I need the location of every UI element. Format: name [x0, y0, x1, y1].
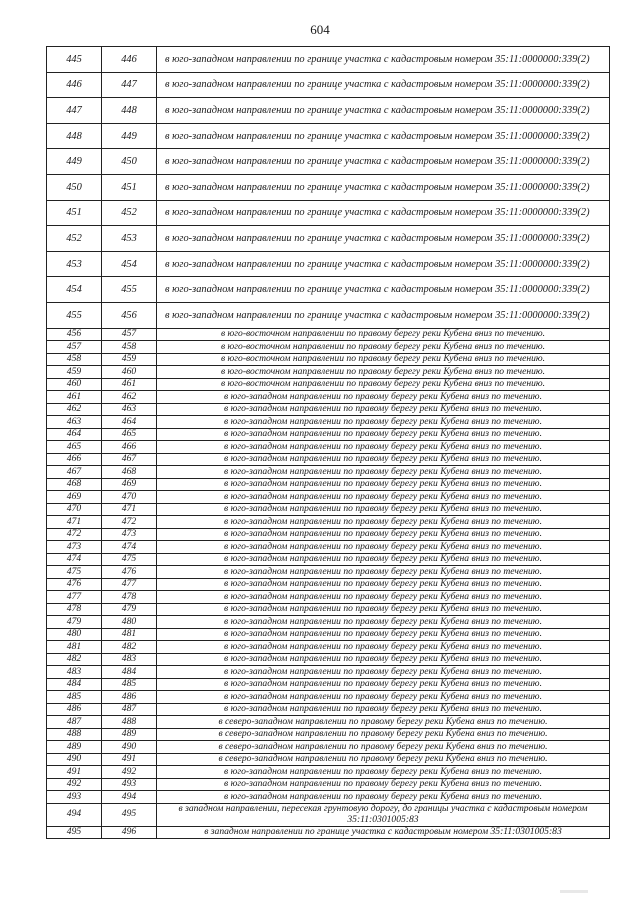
table-row [47, 149, 610, 175]
table-row [47, 226, 610, 252]
point-to-cell: 459 [102, 353, 157, 366]
point-to-cell: 473 [102, 528, 157, 541]
point-to-cell: 456 [102, 302, 157, 328]
point-from-cell: 472 [47, 528, 102, 541]
boundary-description-cell: в юго-западном направлении по правому берегу реки Кубена вниз по течению. [157, 491, 610, 504]
point-from-cell: 482 [47, 653, 102, 666]
table-row [47, 341, 610, 354]
point-from-cell: 445 [47, 47, 102, 73]
boundary-description-cell: в северо-западном направлении по правому берегу реки Кубена вниз по течению. [157, 716, 610, 729]
point-to-cell: 452 [102, 200, 157, 226]
boundary-description-cell: в юго-западном направлении по правому берегу реки Кубена вниз по течению. [157, 666, 610, 679]
point-from-cell: 464 [47, 428, 102, 441]
table-row [47, 277, 610, 303]
table-row [47, 541, 610, 554]
point-to-cell: 450 [102, 149, 157, 175]
point-to-cell: 455 [102, 277, 157, 303]
boundary-description-cell: в юго-западном направлении по границе участка с кадастровым номером 35:11:0000000:339(2) [157, 251, 610, 277]
point-from-cell: 479 [47, 616, 102, 629]
table-row [47, 98, 610, 124]
table-row [47, 641, 610, 654]
point-to-cell: 492 [102, 766, 157, 779]
point-from-cell: 467 [47, 466, 102, 479]
point-from-cell: 450 [47, 174, 102, 200]
boundary-description-cell: в юго-западном направлении по границе участка с кадастровым номером 35:11:0000000:339(2) [157, 302, 610, 328]
point-to-cell: 472 [102, 516, 157, 529]
point-to-cell: 491 [102, 753, 157, 766]
table-row [47, 391, 610, 404]
point-from-cell: 490 [47, 753, 102, 766]
point-from-cell: 458 [47, 353, 102, 366]
boundary-description-cell: в юго-западном направлении по границе участка с кадастровым номером 35:11:0000000:339(2) [157, 72, 610, 98]
point-to-cell: 466 [102, 441, 157, 454]
point-to-cell: 463 [102, 403, 157, 416]
table-row [47, 778, 610, 791]
table-row [47, 616, 610, 629]
table-row [47, 528, 610, 541]
table-row [47, 491, 610, 504]
point-to-cell: 483 [102, 653, 157, 666]
point-from-cell: 474 [47, 553, 102, 566]
table-row [47, 366, 610, 379]
table-row [47, 416, 610, 429]
boundary-description-cell: в юго-западном направлении по правому берегу реки Кубена вниз по течению. [157, 466, 610, 479]
boundary-description-cell: в юго-западном направлении по правому берегу реки Кубена вниз по течению. [157, 453, 610, 466]
boundary-description-cell: в юго-западном направлении по границе участка с кадастровым номером 35:11:0000000:339(2) [157, 149, 610, 175]
boundary-description-cell: в юго-западном направлении по правому берегу реки Кубена вниз по течению. [157, 578, 610, 591]
table-row [47, 753, 610, 766]
table-row [47, 728, 610, 741]
point-to-cell: 481 [102, 628, 157, 641]
boundary-description-cell: в юго-восточном направлении по правому берегу реки Кубена вниз по течению. [157, 353, 610, 366]
point-from-cell: 478 [47, 603, 102, 616]
boundary-description-cell: в северо-западном направлении по правому берегу реки Кубена вниз по течению. [157, 728, 610, 741]
table-row [47, 503, 610, 516]
boundary-description-cell: в юго-западном направлении по правому берегу реки Кубена вниз по течению. [157, 428, 610, 441]
boundary-description-cell: в северо-западном направлении по правому берегу реки Кубена вниз по течению. [157, 753, 610, 766]
point-to-cell: 480 [102, 616, 157, 629]
table-row [47, 766, 610, 779]
boundary-description-cell: в юго-западном направлении по правому берегу реки Кубена вниз по течению. [157, 516, 610, 529]
point-to-cell: 469 [102, 478, 157, 491]
table-row [47, 666, 610, 679]
point-from-cell: 481 [47, 641, 102, 654]
table-row [47, 403, 610, 416]
table-row [47, 678, 610, 691]
point-from-cell: 462 [47, 403, 102, 416]
boundary-description-cell: в юго-западном направлении по правому берегу реки Кубена вниз по течению. [157, 503, 610, 516]
point-from-cell: 480 [47, 628, 102, 641]
boundary-description-cell: в юго-западном направлении по правому берегу реки Кубена вниз по течению. [157, 391, 610, 404]
point-from-cell: 447 [47, 98, 102, 124]
point-from-cell: 449 [47, 149, 102, 175]
point-from-cell: 487 [47, 716, 102, 729]
boundary-description-cell: в юго-западном направлении по границе участка с кадастровым номером 35:11:0000000:339(2) [157, 277, 610, 303]
point-from-cell: 463 [47, 416, 102, 429]
point-from-cell: 489 [47, 741, 102, 754]
point-from-cell: 452 [47, 226, 102, 252]
boundary-description-cell: в юго-западном направлении по правому берегу реки Кубена вниз по течению. [157, 528, 610, 541]
scan-smudge [560, 890, 588, 893]
point-to-cell: 461 [102, 378, 157, 391]
boundary-description-cell: в юго-восточном направлении по правому берегу реки Кубена вниз по течению. [157, 378, 610, 391]
table-row [47, 174, 610, 200]
table-row [47, 72, 610, 98]
table-row [47, 578, 610, 591]
boundary-description-cell: в западном направлении, пересекая грунтовую дорогу, до границы участка с кадастровым номером 35:11:0301005:83 [157, 803, 610, 826]
point-from-cell: 492 [47, 778, 102, 791]
table-row [47, 603, 610, 616]
point-from-cell: 468 [47, 478, 102, 491]
table-row [47, 716, 610, 729]
point-to-cell: 471 [102, 503, 157, 516]
boundary-description-cell: в юго-западном направлении по правому берегу реки Кубена вниз по течению. [157, 653, 610, 666]
point-to-cell: 468 [102, 466, 157, 479]
point-to-cell: 485 [102, 678, 157, 691]
table-row [47, 441, 610, 454]
point-to-cell: 487 [102, 703, 157, 716]
point-to-cell: 493 [102, 778, 157, 791]
point-to-cell: 479 [102, 603, 157, 616]
point-from-cell: 484 [47, 678, 102, 691]
boundary-description-cell: в юго-западном направлении по правому берегу реки Кубена вниз по течению. [157, 678, 610, 691]
point-to-cell: 448 [102, 98, 157, 124]
point-from-cell: 456 [47, 328, 102, 341]
table-row [47, 466, 610, 479]
point-from-cell: 494 [47, 803, 102, 826]
point-from-cell: 465 [47, 441, 102, 454]
table-row [47, 378, 610, 391]
point-to-cell: 477 [102, 578, 157, 591]
point-to-cell: 457 [102, 328, 157, 341]
boundary-description-cell: в юго-западном направлении по границе участка с кадастровым номером 35:11:0000000:339(2) [157, 200, 610, 226]
point-to-cell: 478 [102, 591, 157, 604]
boundary-description-cell: в юго-западном направлении по правому берегу реки Кубена вниз по течению. [157, 478, 610, 491]
boundary-description-cell: в юго-западном направлении по правому берегу реки Кубена вниз по течению. [157, 616, 610, 629]
point-from-cell: 495 [47, 826, 102, 839]
table-row [47, 566, 610, 579]
table-row [47, 591, 610, 604]
table-row [47, 200, 610, 226]
boundary-description-cell: в юго-западном направлении по правому берегу реки Кубена вниз по течению. [157, 641, 610, 654]
point-to-cell: 484 [102, 666, 157, 679]
point-from-cell: 493 [47, 791, 102, 804]
boundary-description-cell: в северо-западном направлении по правому берегу реки Кубена вниз по течению. [157, 741, 610, 754]
boundary-description-cell: в юго-западном направлении по правому берегу реки Кубена вниз по течению. [157, 766, 610, 779]
table-row [47, 826, 610, 839]
point-to-cell: 475 [102, 553, 157, 566]
table-row [47, 453, 610, 466]
table-row [47, 691, 610, 704]
point-to-cell: 482 [102, 641, 157, 654]
table-row [47, 628, 610, 641]
point-to-cell: 462 [102, 391, 157, 404]
boundary-description-cell: в юго-западном направлении по правому берегу реки Кубена вниз по течению. [157, 778, 610, 791]
point-to-cell: 453 [102, 226, 157, 252]
boundary-description-cell: в юго-западном направлении по правому берегу реки Кубена вниз по течению. [157, 791, 610, 804]
table-row [47, 478, 610, 491]
point-from-cell: 461 [47, 391, 102, 404]
point-from-cell: 459 [47, 366, 102, 379]
point-to-cell: 446 [102, 47, 157, 73]
point-to-cell: 449 [102, 123, 157, 149]
point-to-cell: 454 [102, 251, 157, 277]
boundary-description-cell: в юго-западном направлении по границе участка с кадастровым номером 35:11:0000000:339(2) [157, 47, 610, 73]
point-from-cell: 470 [47, 503, 102, 516]
point-from-cell: 483 [47, 666, 102, 679]
point-from-cell: 488 [47, 728, 102, 741]
boundary-description-cell: в юго-западном направлении по правому берегу реки Кубена вниз по течению. [157, 553, 610, 566]
table-row [47, 328, 610, 341]
point-from-cell: 448 [47, 123, 102, 149]
boundary-description-cell: в юго-западном направлении по правому берегу реки Кубена вниз по течению. [157, 628, 610, 641]
point-from-cell: 491 [47, 766, 102, 779]
point-from-cell: 485 [47, 691, 102, 704]
point-from-cell: 486 [47, 703, 102, 716]
table-row [47, 47, 610, 73]
point-from-cell: 476 [47, 578, 102, 591]
point-from-cell: 473 [47, 541, 102, 554]
boundary-description-cell: в юго-западном направлении по правому берегу реки Кубена вниз по течению. [157, 541, 610, 554]
point-to-cell: 458 [102, 341, 157, 354]
point-to-cell: 467 [102, 453, 157, 466]
boundary-description-cell: в западном направлении по границе участка с кадастровым номером 35:11:0301005:83 [157, 826, 610, 839]
boundary-description-cell: в юго-западном направлении по правому берегу реки Кубена вниз по течению. [157, 703, 610, 716]
boundary-description-cell: в юго-западном направлении по правому берегу реки Кубена вниз по течению. [157, 591, 610, 604]
point-to-cell: 470 [102, 491, 157, 504]
table-row [47, 302, 610, 328]
boundary-description-cell: в юго-западном направлении по границе участка с кадастровым номером 35:11:0000000:339(2) [157, 98, 610, 124]
point-to-cell: 489 [102, 728, 157, 741]
boundary-description-cell: в юго-западном направлении по границе участка с кадастровым номером 35:11:0000000:339(2) [157, 174, 610, 200]
table-row [47, 123, 610, 149]
boundary-description-cell: в юго-западном направлении по правому берегу реки Кубена вниз по течению. [157, 691, 610, 704]
boundary-description-cell: в юго-восточном направлении по правому берегу реки Кубена вниз по течению. [157, 328, 610, 341]
boundary-description-cell: в юго-восточном направлении по правому берегу реки Кубена вниз по течению. [157, 366, 610, 379]
point-from-cell: 471 [47, 516, 102, 529]
table-row [47, 703, 610, 716]
table-row [47, 741, 610, 754]
point-from-cell: 451 [47, 200, 102, 226]
table-row [47, 353, 610, 366]
point-to-cell: 447 [102, 72, 157, 98]
table-row [47, 803, 610, 826]
boundary-description-cell: в юго-западном направлении по правому берегу реки Кубена вниз по течению. [157, 603, 610, 616]
point-to-cell: 490 [102, 741, 157, 754]
point-to-cell: 464 [102, 416, 157, 429]
point-to-cell: 474 [102, 541, 157, 554]
point-to-cell: 451 [102, 174, 157, 200]
point-from-cell: 457 [47, 341, 102, 354]
point-from-cell: 466 [47, 453, 102, 466]
point-from-cell: 455 [47, 302, 102, 328]
table-row [47, 516, 610, 529]
point-from-cell: 475 [47, 566, 102, 579]
point-to-cell: 488 [102, 716, 157, 729]
boundary-description-cell: в юго-западном направлении по правому берегу реки Кубена вниз по течению. [157, 403, 610, 416]
point-from-cell: 469 [47, 491, 102, 504]
point-to-cell: 465 [102, 428, 157, 441]
point-to-cell: 495 [102, 803, 157, 826]
table-row [47, 791, 610, 804]
boundary-description-cell: в юго-западном направлении по правому берегу реки Кубена вниз по течению. [157, 566, 610, 579]
page-number: 604 [310, 22, 330, 37]
boundary-description-cell: в юго-западном направлении по правому берегу реки Кубена вниз по течению. [157, 441, 610, 454]
point-to-cell: 476 [102, 566, 157, 579]
table-body [47, 47, 610, 839]
point-from-cell: 446 [47, 72, 102, 98]
point-to-cell: 486 [102, 691, 157, 704]
boundary-description-cell: в юго-западном направлении по границе участка с кадастровым номером 35:11:0000000:339(2) [157, 123, 610, 149]
table-row [47, 428, 610, 441]
boundary-description-cell: в юго-западном направлении по правому берегу реки Кубена вниз по течению. [157, 416, 610, 429]
point-to-cell: 494 [102, 791, 157, 804]
point-to-cell: 460 [102, 366, 157, 379]
table-row [47, 251, 610, 277]
point-from-cell: 454 [47, 277, 102, 303]
boundary-description-cell: в юго-западном направлении по границе участка с кадастровым номером 35:11:0000000:339(2) [157, 226, 610, 252]
boundary-description-table [46, 46, 610, 839]
point-from-cell: 477 [47, 591, 102, 604]
point-from-cell: 453 [47, 251, 102, 277]
point-from-cell: 460 [47, 378, 102, 391]
table-row [47, 553, 610, 566]
table-row [47, 653, 610, 666]
point-to-cell: 496 [102, 826, 157, 839]
boundary-description-cell: в юго-восточном направлении по правому берегу реки Кубена вниз по течению. [157, 341, 610, 354]
